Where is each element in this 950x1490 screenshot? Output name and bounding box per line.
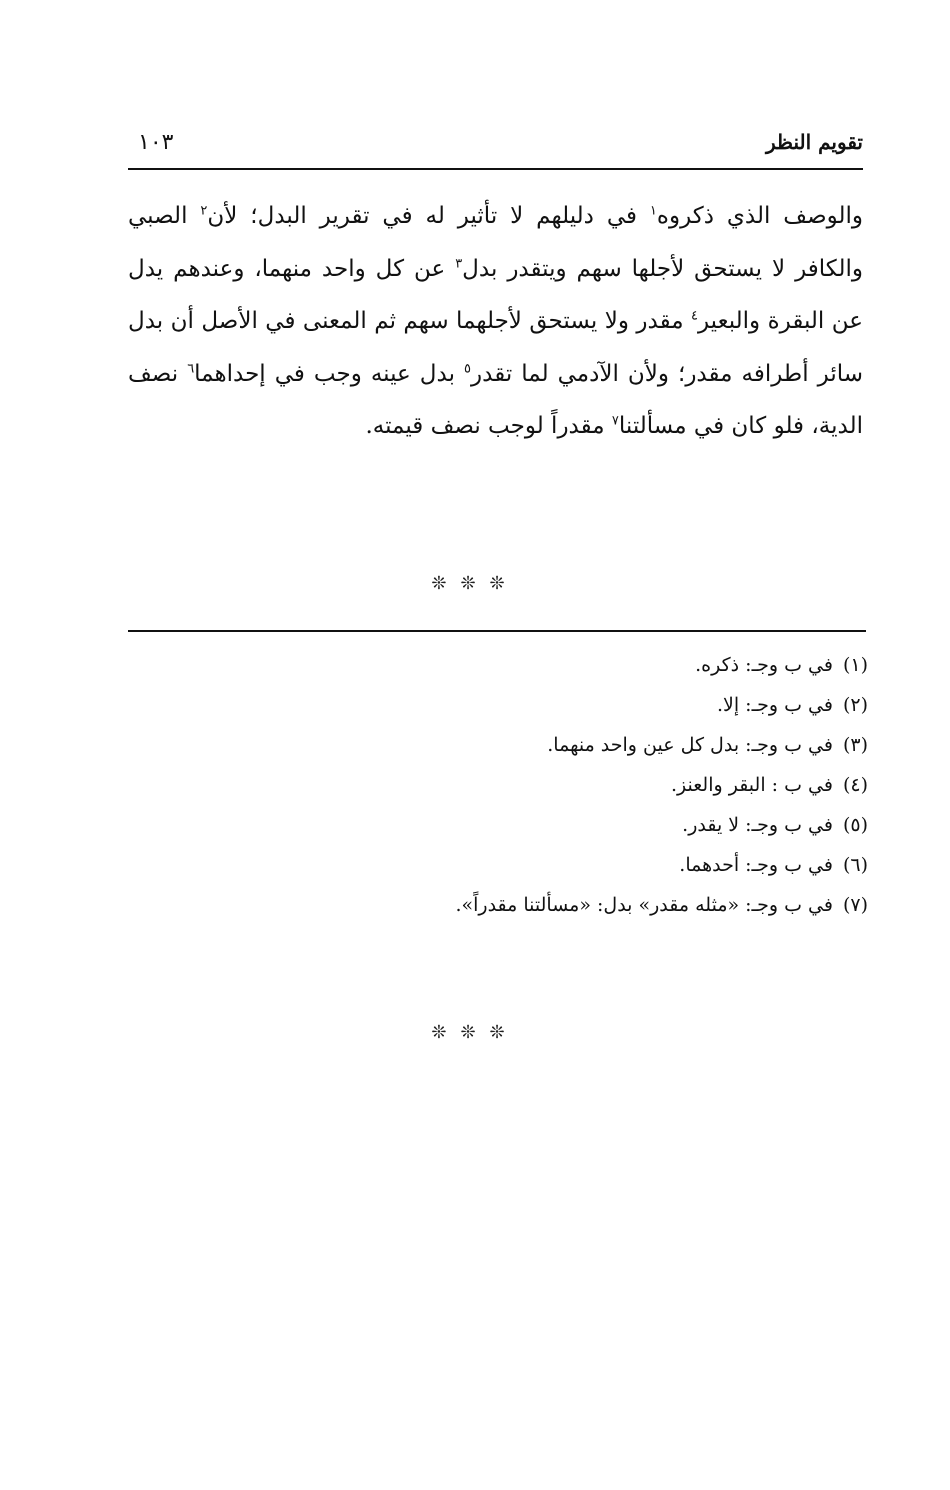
footnote-item	[128, 645, 868, 685]
body-text: بدل عينه وجب في إحداهما	[194, 360, 465, 387]
footnote-text: في ب وجـ: ذكره.	[695, 654, 833, 676]
footnote-text: في ب وجـ: بدل كل عين واحد منهما.	[547, 734, 833, 756]
footnote-number: (٦)	[842, 854, 868, 876]
section-separator: ❊❊❊	[431, 573, 519, 594]
body-text: في دليلهم لا تأثير له في تقرير البدل؛ لأن	[207, 203, 650, 229]
footnote-number: (٣)	[842, 734, 868, 756]
footnote-ref: ٢	[200, 203, 208, 219]
body-text: مقدراً لوجب نصف قيمته.	[365, 413, 612, 439]
body-text: والوصف الذي ذكروه	[656, 203, 863, 229]
footnote-number: (٢)	[842, 694, 868, 716]
footnote-ref: ١	[649, 203, 657, 219]
footnote-item	[128, 725, 868, 765]
footnote-text: في ب وجـ: لا يقدر.	[682, 814, 833, 836]
footnote-number: (٤)	[842, 774, 868, 796]
footnote-number: (١)	[842, 654, 868, 676]
book-title: تقويم النظر	[766, 130, 863, 154]
footnote-text: في ب : البقر والعنز.	[671, 774, 833, 796]
footnote-item	[128, 765, 868, 805]
footnote-text: في ب وجـ: «مثله مقدر» بدل: «مسألتنا مقدراً».	[455, 894, 833, 916]
footnote-ref: ٥	[464, 360, 472, 376]
footnote-ref: ٤	[690, 308, 698, 324]
footnote-text: في ب وجـ: إلا.	[716, 694, 833, 716]
body-text: مقدر ولا يستحق لأجلهما سهم ثم المعنى في الأصل أن بدل سائر أطرافه مقدر؛ ولأن الآدمي لما تقدر	[128, 308, 863, 387]
header-rule	[128, 168, 863, 170]
body-text: الصبي والكافر لا يستحق لأجلها سهم ويتقدر بدل	[128, 203, 863, 282]
footnote-item	[128, 885, 868, 925]
running-header	[128, 130, 863, 170]
body-text: نصف الدية، فلو كان في مسألتنا	[128, 360, 863, 439]
footnote-item	[128, 685, 868, 725]
footnote-number: (٧)	[842, 894, 868, 916]
footnote-item	[128, 805, 868, 845]
body-text: عن كل واحد منهما، وعندهم يدل عن البقرة والبعير	[128, 255, 863, 334]
footnote-item	[128, 845, 868, 885]
main-text	[128, 190, 863, 453]
footnote-text: في ب وجـ: أحدهما.	[679, 854, 833, 876]
footnote-ref: ٣	[455, 255, 463, 271]
footnote-number: (٥)	[842, 814, 868, 836]
section-separator: ❊❊❊	[431, 1022, 519, 1043]
footnote-rule	[128, 630, 866, 632]
body-paragraph	[128, 190, 863, 453]
footnotes-list	[128, 645, 868, 925]
footnote-ref: ٧	[611, 413, 619, 429]
footnote-ref: ٦	[187, 360, 195, 376]
page-number: ١٠٣	[138, 130, 174, 155]
